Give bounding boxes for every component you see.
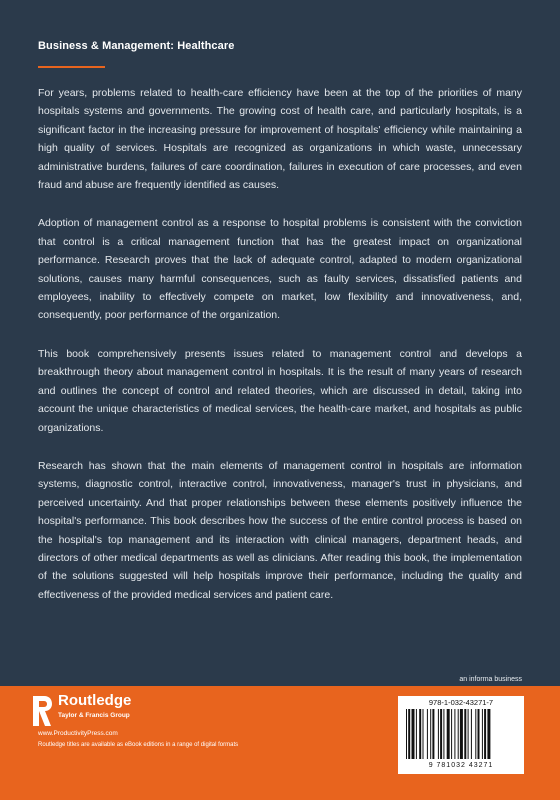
isbn-label: 978-1-032-43271-7 (428, 698, 494, 707)
category-label: Business & Management: Healthcare (38, 40, 235, 52)
blurb-paragraph-4: Research has shown that the main elements of management control in hospitals are information systems, diagnostic control, interactive control, innovativeness, manager's trust in physicians, and perceived uncertainty. And that proper relationships between these elements positively influence the hospital's performance. This book describes how the success of the entire control process is based on the hospital's top management and its interaction with clinical managers, department heads, and directors of other medical departments as well as clinicians. After reading this book, the implementation of the solutions suggested will help hospitals improve their performance, including the quality and effectiveness of the provided medical services and patient care. (38, 459, 522, 601)
barcode-digits: 9 781032 43271 (428, 762, 494, 769)
publisher-group: Taylor & Francis Group (58, 712, 130, 719)
routledge-logo-icon (30, 694, 54, 728)
accent-divider (38, 66, 105, 68)
blurb-paragraph-2: Adoption of management control as a response to hospital problems is consistent with the conviction that control is a critical management function that has the greatest impact on organizational performance. Research proves that the lack of adequate control, adapted to modern organizational solutions, causes many harmful consequences, such as faulty services, dissatisfied patients and employees, inability to effectively compete on market, low flexibility and innovativeness, and, consequently, poor performance of the organization. (38, 217, 522, 322)
publisher-name: Routledge (58, 692, 132, 709)
ebook-note: Routledge titles are available as eBook editions in a range of digital formats (38, 742, 239, 748)
barcode-icon (406, 709, 516, 759)
informa-tagline: an informa business (459, 676, 522, 683)
isbn-barcode-box (398, 696, 524, 774)
back-cover-blurb (38, 84, 522, 624)
blurb-paragraph-1: For years, problems related to health-care efficiency have been at the top of the priorities of many hospitals systems and governments. The growing cost of health care, and particularly hospitals, is a significant factor in the increasing pressure for improvement of hospitals' efficiency while maintaining a high quality of services. Hospitals are recognized as organizations in which waste, unnecessary administrative burdens, failures of care coordination, failures in execution of care processes, and even fraud and abuse are frequently identified as causes. (38, 87, 522, 192)
blurb-paragraph-3: This book comprehensively presents issues related to management control and develops a breakthrough theory about management control in hospitals. It is the result of many years of research and outlines the concept of control and related theories, which are discussed in detail, taking into account the unique characteristics of medical services, the health-care market, and hospitals as public organizations. (38, 347, 522, 434)
publisher-url[interactable]: www.ProductivityPress.com (38, 730, 118, 737)
